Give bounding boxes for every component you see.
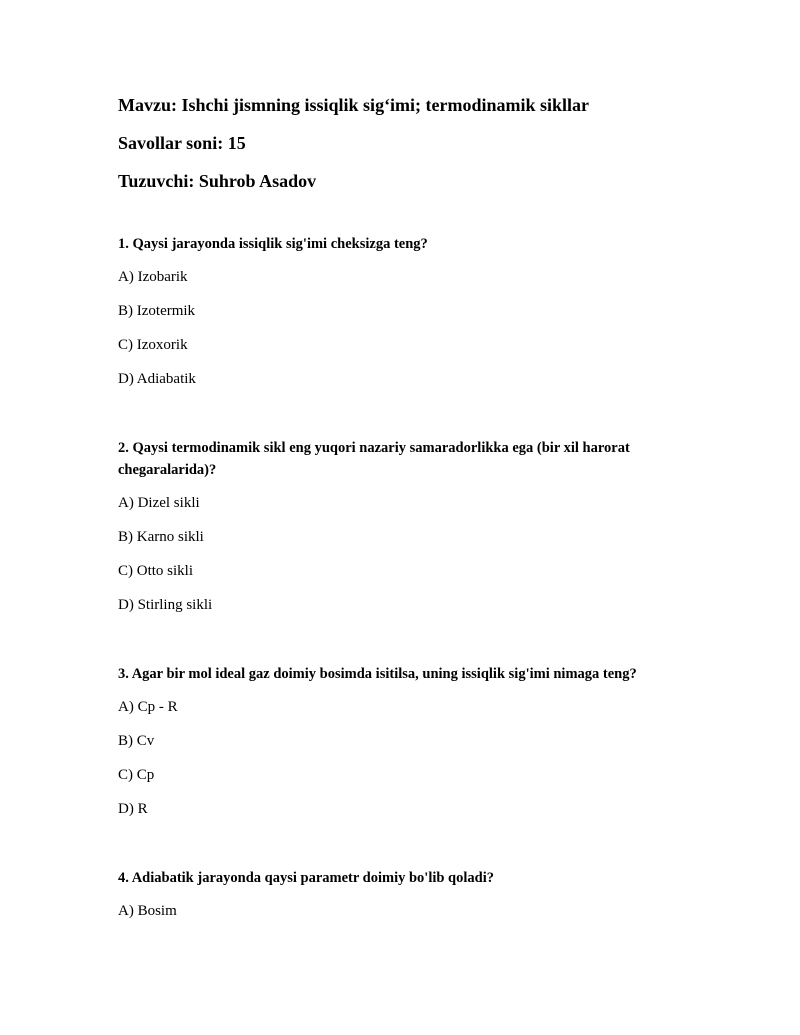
question-1	[118, 233, 688, 389]
question-4	[118, 867, 688, 921]
answer-option: D) R	[118, 801, 148, 817]
answer-option: A) Bosim	[118, 903, 177, 919]
answer-option: B) Cv	[118, 733, 155, 749]
answer-option: B) Izotermik	[118, 303, 196, 319]
question-text: 4. Adiabatik jarayonda qaysi parametr doimiy bo'lib qoladi?	[118, 870, 494, 886]
topic-heading: Mavzu: Ishchi jismning issiqlik sig‘imi; termodinamik sikllar	[118, 95, 590, 115]
answer-option: B) Karno sikli	[118, 529, 204, 545]
answer-option: A) Dizel sikli	[118, 495, 200, 511]
answer-option: D) Stirling sikli	[118, 597, 213, 613]
answer-option: A) Izobarik	[118, 269, 188, 285]
question-text: 3. Agar bir mol ideal gaz doimiy bosimda isitilsa, uning issiqlik sig'imi nimaga teng?	[118, 666, 637, 682]
author-line: Tuzuvchi: Suhrob Asadov	[118, 171, 317, 191]
answer-option: C) Izoxorik	[118, 337, 188, 353]
answer-option: C) Cp	[118, 767, 155, 783]
answer-option: A) Cp - R	[118, 699, 178, 715]
question-text: 1. Qaysi jarayonda issiqlik sig'imi cheksizga teng?	[118, 236, 428, 252]
question-text: 2. Qaysi termodinamik sikl eng yuqori nazariy samaradorlikka ega (bir xil harorat chegaralarida)?	[118, 440, 630, 478]
question-3	[118, 663, 688, 819]
document-page	[118, 93, 688, 969]
header-spacer	[118, 207, 688, 233]
answer-option: D) Adiabatik	[118, 371, 196, 387]
question-count: Savollar soni: 15	[118, 133, 246, 153]
question-2	[118, 437, 688, 615]
answer-option: C) Otto sikli	[118, 563, 194, 579]
